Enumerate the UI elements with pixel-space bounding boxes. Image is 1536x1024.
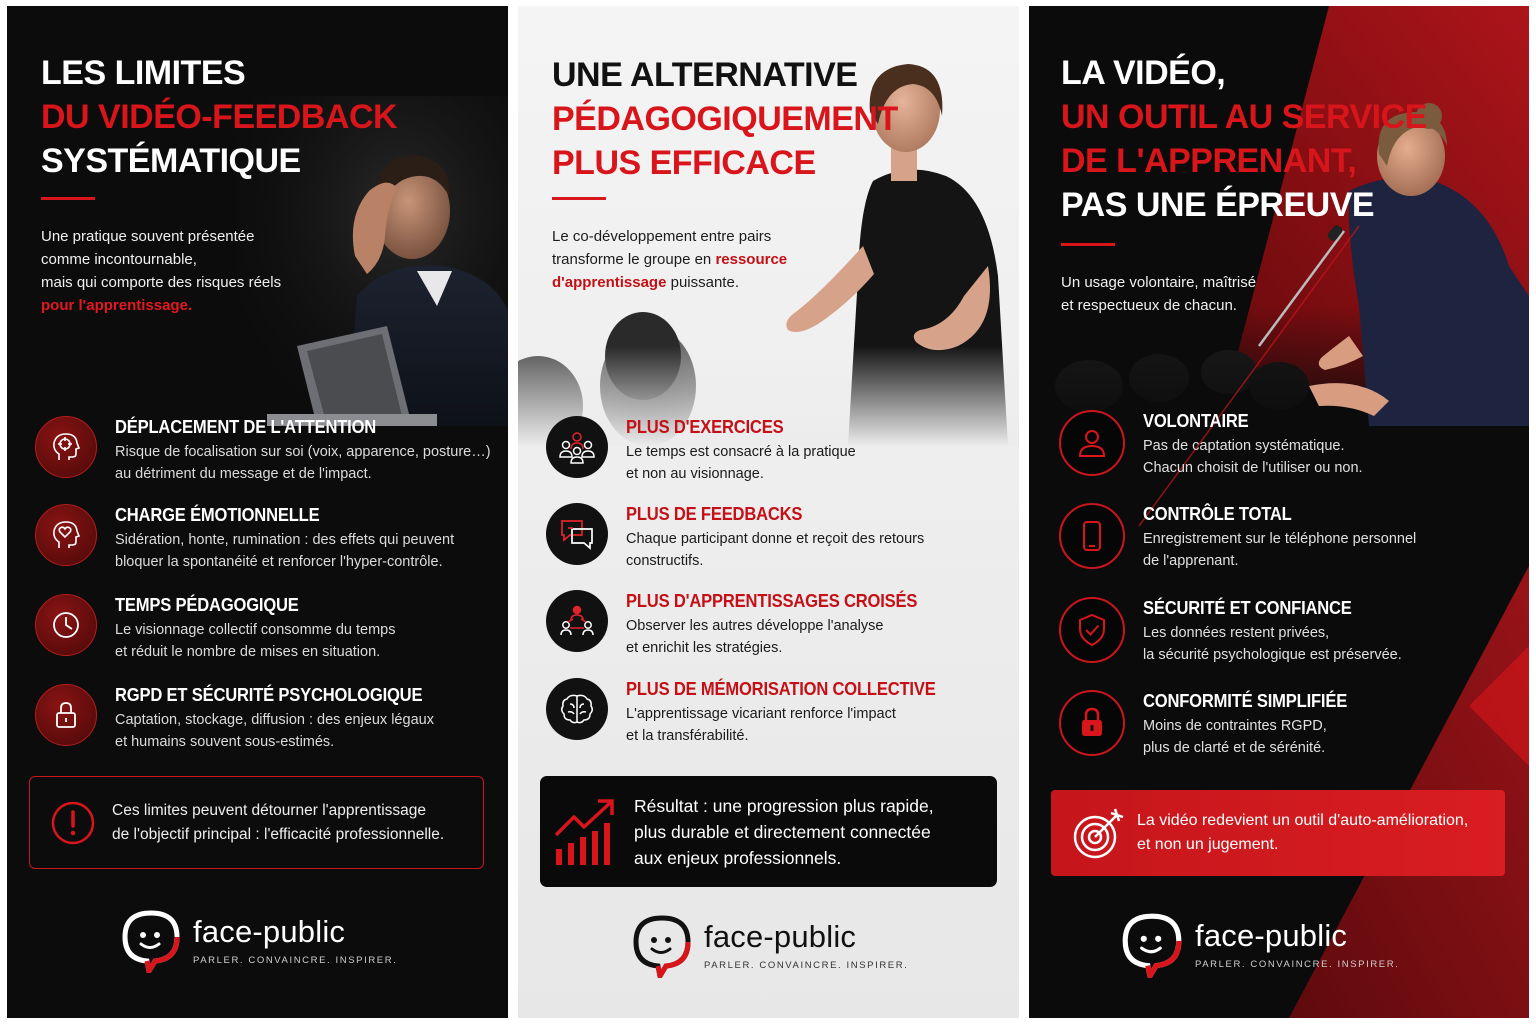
panel1-divider <box>41 197 95 200</box>
chat-bubbles-icon <box>546 503 608 565</box>
panel3-item-security <box>1059 597 1402 666</box>
panel2-item-text: Chaque participant donne et reçoit des retours constructifs. <box>626 531 925 569</box>
panel2-item-text: Observer les autres développe l'analyse et enrichit les stratégies. <box>626 618 884 656</box>
brand-name: face-public <box>1195 917 1348 953</box>
panel3-title <box>1061 51 1427 227</box>
panel-limits <box>7 6 508 1018</box>
panel3-item-voluntary <box>1059 410 1363 479</box>
panel3-callout-line1: La vidéo redevient un outil d'auto-amélioration, <box>1137 812 1469 829</box>
panel1-intro-line4: pour l'apprentissage. <box>41 297 193 314</box>
panel3-item-title: SÉCURITÉ ET CONFIANCE <box>1143 598 1352 618</box>
panel1-intro-line3: mais qui comporte des risques réels <box>41 274 282 291</box>
brand-tagline: PARLER. CONVAINCRE. INSPIRER. <box>193 954 398 966</box>
panel2-callout-line2: plus durable et directement connectée <box>634 821 931 842</box>
panel1-title-line3: SYSTÉMATIQUE <box>41 142 301 180</box>
panel2-intro <box>552 225 787 294</box>
panel3-title-line3: DE L'APPRENANT, <box>1061 142 1357 180</box>
panel2-item-exercises <box>546 416 856 485</box>
panel1-logo <box>119 907 397 973</box>
panel1-item-text: Captation, stockage, diffusion : des enjeux légaux et humains souvent sous-estimés. <box>115 712 434 750</box>
panel-alternative <box>518 6 1019 1018</box>
panel2-intro-line3: d'apprentissage puissante. <box>552 274 739 291</box>
panel1-item-time <box>35 594 395 663</box>
panel3-item-text: Les données restent privées, la sécurité psychologique est préservée. <box>1143 625 1402 663</box>
panel1-intro <box>41 225 281 317</box>
panel2-result-callout <box>540 776 997 887</box>
panel1-item-title: RGPD ET SÉCURITÉ PSYCHOLOGIQUE <box>115 685 423 705</box>
panel1-title <box>41 51 397 183</box>
panel2-item-feedbacks <box>546 503 924 572</box>
panel1-title-line1: LES LIMITES <box>41 54 246 92</box>
panel2-item-memorization <box>546 678 962 747</box>
face-public-logo-icon <box>630 912 694 978</box>
panel3-item-title: CONFORMITÉ SIMPLIFIÉE <box>1143 691 1348 711</box>
lock-icon <box>35 684 97 746</box>
lock-icon <box>1059 690 1125 756</box>
panel1-title-line2: DU VIDÉO-FEEDBACK <box>41 98 398 136</box>
panel3-item-title: VOLONTAIRE <box>1143 411 1249 431</box>
panel2-item-title: PLUS DE FEEDBACKS <box>626 504 803 524</box>
panel2-item-text: L'apprentissage vicariant renforce l'impact et la transférabilité. <box>626 706 896 744</box>
panel3-title-line4: PAS UNE ÉPREUVE <box>1061 186 1375 224</box>
panel3-item-text: Pas de captation systématique. Chacun choisit de l'utiliser ou non. <box>1143 438 1363 476</box>
shield-check-icon <box>1059 597 1125 663</box>
panel2-title-line2: PÉDAGOGIQUEMENT <box>552 100 898 138</box>
face-public-logo-icon <box>1119 910 1185 978</box>
panel3-title-line1: LA VIDÉO, <box>1061 54 1226 92</box>
panel1-item-title: TEMPS PÉDAGOGIQUE <box>115 595 299 615</box>
panel2-item-title: PLUS D'EXERCICES <box>626 417 784 437</box>
panel2-logo <box>630 912 908 978</box>
panel3-title-line2: UN OUTIL AU SERVICE <box>1061 98 1427 136</box>
network-icon <box>546 590 608 652</box>
user-icon <box>1059 410 1125 476</box>
panel3-item-text: Enregistrement sur le téléphone personnel de l'apprenant. <box>1143 531 1417 569</box>
brand-tagline: PARLER. CONVAINCRE. INSPIRER. <box>704 959 909 971</box>
panel1-callout-line2: de l'objectif principal : l'efficacité professionnelle. <box>112 825 445 843</box>
brand-tagline: PARLER. CONVAINCRE. INSPIRER. <box>1195 958 1400 970</box>
panel2-title-line1: UNE ALTERNATIVE <box>552 56 858 94</box>
target-arrow-icon <box>1071 805 1127 861</box>
panel2-item-cross-learning <box>546 590 943 659</box>
panel3-item-text: Moins de contraintes RGPD, plus de clarté et de sérénité. <box>1143 718 1327 756</box>
panel1-item-title: CHARGE ÉMOTIONNELLE <box>115 505 320 525</box>
panel2-intro-line1: Le co-développement entre pairs <box>552 228 772 245</box>
group-icon <box>546 416 608 478</box>
panel1-item-text: Le visionnage collectif consomme du temps et réduit le nombre de mises en situation. <box>115 622 396 660</box>
panel2-callout-line3: aux enjeux professionnels. <box>634 847 842 868</box>
panel3-item-compliance <box>1059 690 1365 759</box>
panel1-warning-callout <box>29 776 484 869</box>
panel1-item-text: Sidération, honte, rumination : des effets qui peuvent bloquer la spontanéité et renforcer l'hyper-contrôle. <box>115 532 455 570</box>
face-public-logo-icon <box>119 907 183 973</box>
panel1-item-title: DÉPLACEMENT DE L'ATTENTION <box>115 417 377 437</box>
brand-name: face-public <box>704 918 857 954</box>
panel1-item-rgpd <box>35 684 449 753</box>
warning-icon <box>50 800 96 846</box>
panel2-item-text: Le temps est consacré à la pratique et non au visionnage. <box>626 444 856 482</box>
growth-chart-icon <box>554 797 618 867</box>
panel2-title <box>552 53 898 185</box>
panel1-callout-line1: Ces limites peuvent détourner l'apprentissage <box>112 801 426 819</box>
brain-icon <box>546 678 608 740</box>
panel2-intro-line2: transforme le groupe en ressource <box>552 251 788 268</box>
panel2-item-title: PLUS DE MÉMORISATION COLLECTIVE <box>626 679 936 699</box>
panel3-item-control <box>1059 503 1416 572</box>
panel3-callout-line2: et non un jugement. <box>1137 836 1279 853</box>
panel3-item-title: CONTRÔLE TOTAL <box>1143 504 1292 524</box>
panel1-item-attention <box>35 416 491 485</box>
panel1-item-text: Risque de focalisation sur soi (voix, apparence, posture…) au détriment du message et de l'impact. <box>115 444 491 482</box>
brand-name: face-public <box>193 913 346 949</box>
panel-video-tool <box>1029 6 1529 1018</box>
panel2-divider <box>552 197 606 200</box>
panel2-item-title: PLUS D'APPRENTISSAGES CROISÉS <box>626 591 918 611</box>
smartphone-icon <box>1059 503 1125 569</box>
heart-head-icon <box>35 504 97 566</box>
panel2-title-line3: PLUS EFFICACE <box>552 144 816 182</box>
panel3-intro-line1: Un usage volontaire, maîtrisé <box>1061 274 1257 291</box>
panel1-intro-line1: Une pratique souvent présentée <box>41 228 255 245</box>
panel3-intro <box>1061 271 1256 317</box>
panel2-callout-line1: Résultat : une progression plus rapide, <box>634 795 934 816</box>
panel1-item-emotion <box>35 504 454 573</box>
panel3-intro-line2: et respectueux de chacun. <box>1061 297 1237 314</box>
panel3-conclusion-callout <box>1051 790 1505 876</box>
panel3-logo <box>1119 910 1399 978</box>
panel3-divider <box>1061 243 1115 246</box>
clock-icon <box>35 594 97 656</box>
head-target-icon <box>35 416 97 478</box>
panel1-intro-line2: comme incontournable, <box>41 251 197 268</box>
